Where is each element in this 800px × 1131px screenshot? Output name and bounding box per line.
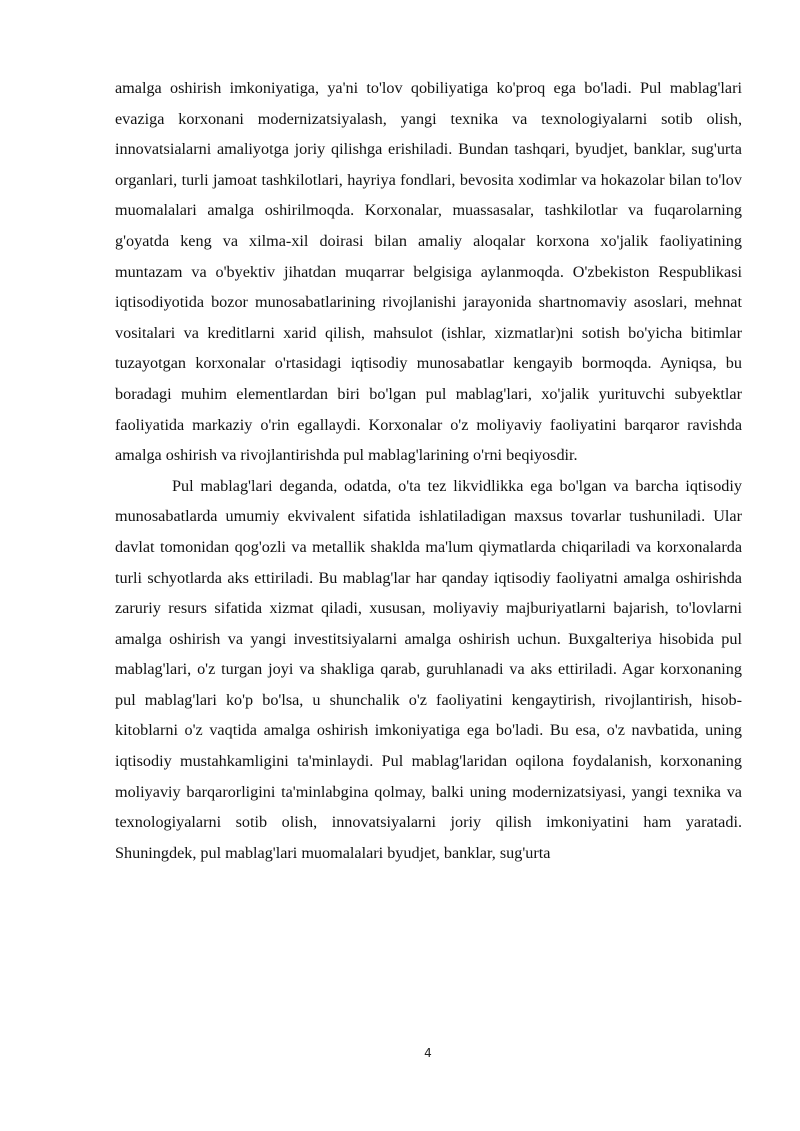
page-number: 4 <box>424 1046 432 1060</box>
paragraph-continuation: amalga oshirish imkoniyatiga, ya'ni to'lov qobiliyatiga ko'proq ega bo'ladi. Pul mablag'lari evaziga korxonani modernizatsiyalash, yangi texnika va texnologiyalarni sotib olish, innovatsialarni amaliyotga joriy qilishga erishiladi. Bundan tashqari, byudjet, banklar, sug'urta organlari, turli jamoat tashkilotlari, hayriya fondlari, bevosita xodimlar va hokazolar bilan to'lov muomalalari amalga oshirilmoqda. Korxonalar, muassasalar, tashkilotlar va fuqarolarning g'oyatda keng va xilma-xil doirasi bilan amaliy aloqalar korxona xo'jalik faoliyatining muntazam va o'byektiv jihatdan muqarrar belgisiga aylanmoqda. O'zbekiston Respublikasi iqtisodiyotida bozor munosabatlarining rivojlanishi jarayonida shartnomaviy asoslari, mehnat vositalari va kreditlarni xarid qilish, mahsulot (ishlar, xizmatlar)ni sotish bo'yicha bitimlar tuzayotgan korxonalar o'rtasidagi iqtisodiy munosabatlar kengayib bormoqda. Ayniqsa, bu boradagi muhim elementlardan biri bo'lgan pul mablag'lari, xo'jalik yurituvchi subyektlar faoliyatida markaziy o'rin egallaydi. Korxonalar o'z moliyaviy faoliyatini barqaror ravishda amalga oshirish va rivojlantirishda pul mablag'larining o'rni beqiyosdir. <box>115 79 742 465</box>
paragraph-pul-mablaglari: Pul mablag'lari deganda, odatda, o'ta tez likvidlikka ega bo'lgan va barcha iqtisodiy munosabatlarda umumiy ekvivalent sifatida ishlatiladigan maxsus tovarlar tushuniladi. Ular davlat tomonidan qog'ozli va metallik shaklda ma'lum qiymatlarda chiqariladi va korxonalarda turli schyotlarda aks ettiriladi. Bu mablag'lar har qanday iqtisodiy faoliyatni amalga oshirishda zaruriy resurs sifatida xizmat qiladi, xususan, moliyaviy majburiyatlarni bajarish, to'lovlarni amalga oshirish va yangi investitsiyalarni amalga oshirish uchun. Buxgalteriya hisobida pul mablag'lari, o'z turgan joyi va shakliga qarab, guruhlanadi va aks ettiriladi. Agar korxonaning pul mablag'lari ko'p bo'lsa, u shunchalik o'z faoliyatini kengaytirish, rivojlantirish, hisob-kitoblarni o'z vaqtida amalga oshirish imkoniyatiga ega bo'ladi. Bu esa, o'z navbatida, uning iqtisodiy mustahkamligini ta'minlaydi. Pul mablag'laridan oqilona foydalanish, korxonaning moliyaviy barqarorligini ta'minlabgina qolmay, balki uning modernizatsiyasi, yangi texnika va texnologiyalarni sotib olish, innovatsiyalarni joriy qilish imkoniyatini ham yaratadi. Shuningdek, pul mablag'lari muomalalari byudjet, banklar, sug'urta <box>115 476 742 862</box>
document-body <box>115 73 742 868</box>
